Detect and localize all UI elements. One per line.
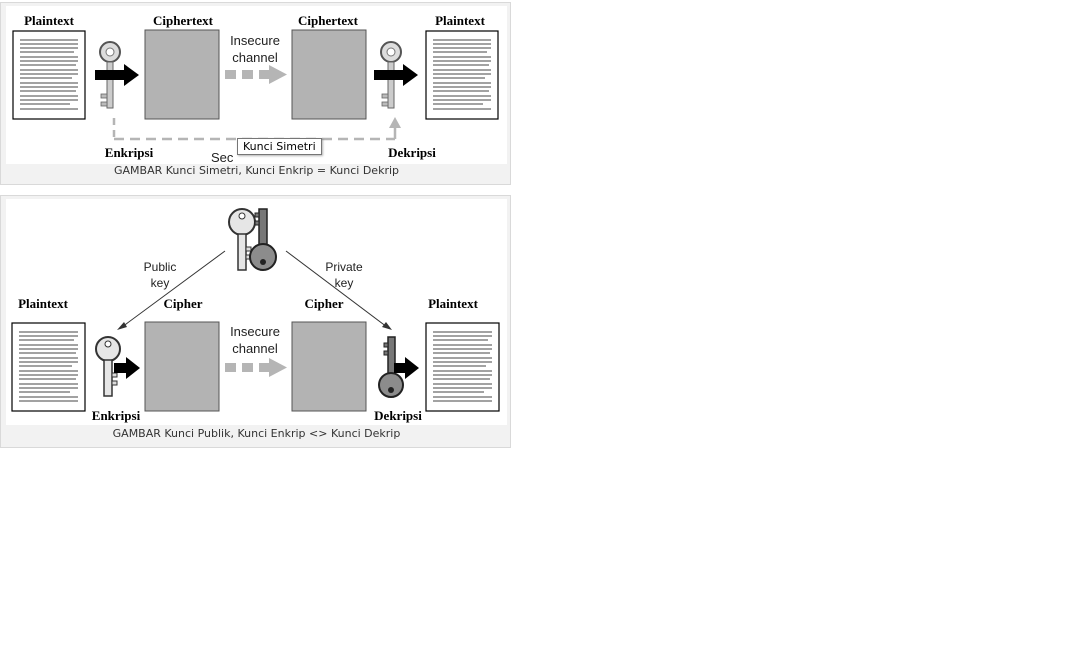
insecure-label-line2: channel [232, 341, 278, 356]
plaintext-right-document [426, 323, 499, 411]
plaintext-right-label: Plaintext [435, 13, 485, 28]
public-key-label-line2: key [150, 276, 170, 290]
cipher-left-label: Cipher [163, 296, 203, 311]
dekripsi-label: Dekripsi [388, 145, 436, 160]
symmetric-key-figure [0, 2, 511, 185]
enkripsi-label: Enkripsi [104, 145, 154, 160]
ciphertext-left-block [145, 30, 219, 119]
plaintext-right-label: Plaintext [428, 296, 478, 311]
public-key-caption: GAMBAR Kunci Publik, Kunci Enkrip <> Kunci Dekrip [112, 427, 401, 440]
ciphertext-left-label: Ciphertext [153, 13, 213, 28]
ciphertext-right-block [292, 30, 366, 119]
tooltip: Kunci Simetri [237, 138, 322, 155]
plaintext-left-document [13, 31, 85, 119]
ciphertext-right-label: Ciphertext [298, 13, 358, 28]
public-key-figure [0, 195, 511, 448]
symmetric-caption: GAMBAR Kunci Simetri, Kunci Enkrip = Kunci Dekrip [113, 164, 400, 177]
private-key-label-line1: Private [325, 260, 363, 274]
cipher-right-label: Cipher [304, 296, 344, 311]
enkripsi-label: Enkripsi [91, 408, 141, 423]
plaintext-right-document [426, 31, 498, 119]
insecure-label-line1: Insecure [230, 33, 280, 48]
public-key-diagram [6, 199, 507, 425]
plaintext-left-label: Plaintext [18, 296, 68, 311]
dekripsi-label: Dekripsi [374, 408, 422, 423]
public-key-label-line1: Public [143, 260, 177, 274]
plaintext-left-document [12, 323, 85, 411]
insecure-label-line1: Insecure [230, 324, 280, 339]
insecure-label-line2: channel [232, 50, 278, 65]
plaintext-left-label: Plaintext [24, 13, 74, 28]
private-key-label-line2: key [334, 276, 354, 290]
secure-channel-label: Sec [211, 150, 234, 164]
cipher-right-block [292, 322, 366, 411]
cipher-left-block [145, 322, 219, 411]
